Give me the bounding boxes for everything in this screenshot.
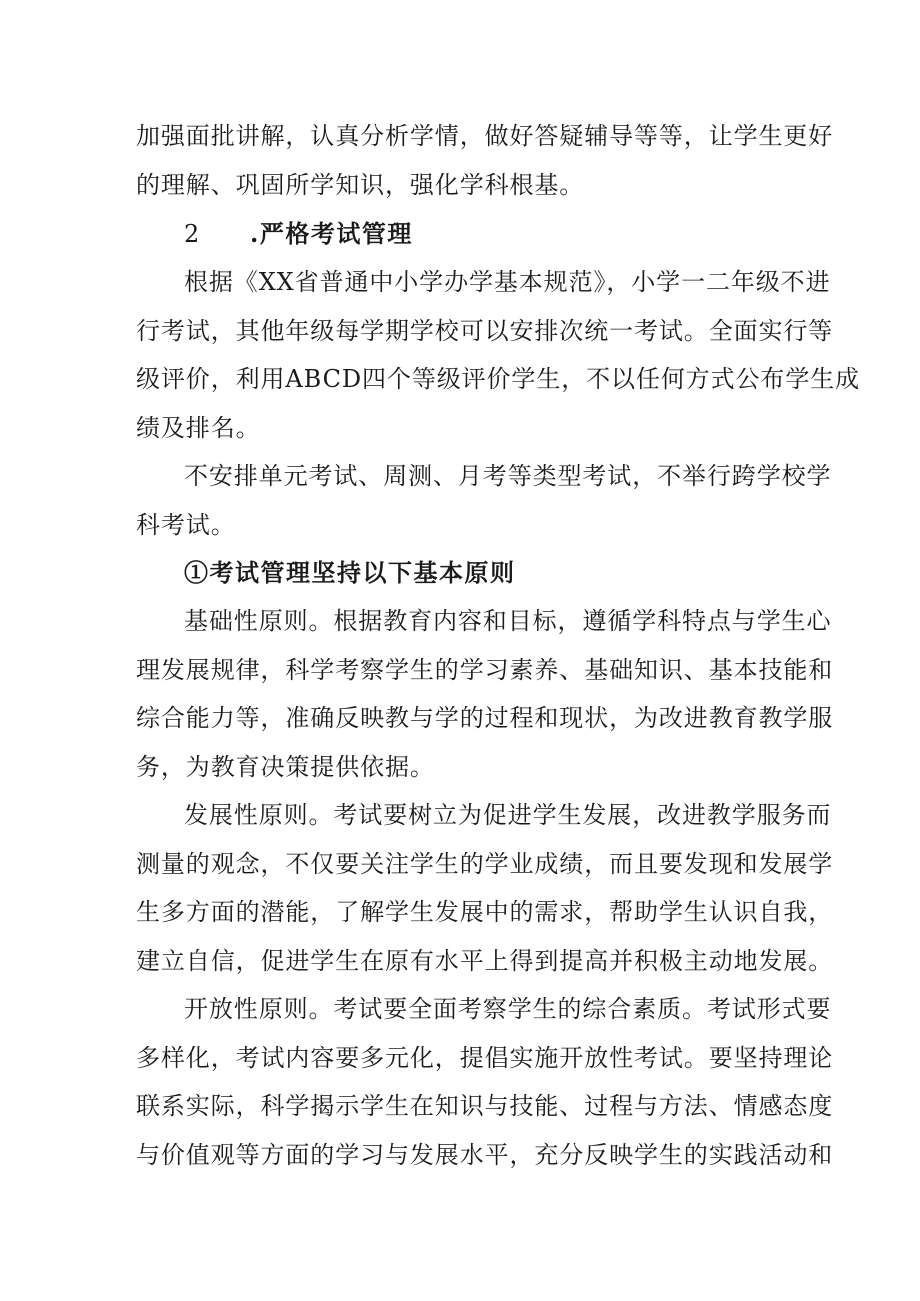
subsection-heading: ①考试管理坚持以下基本原则 <box>184 558 516 587</box>
paragraph-line: 加强面批讲解，认真分析学情，做好答疑辅导等等，让学生更好 <box>136 122 834 150</box>
paragraph-line: 测量的观念，不仅要关注学生的学业成绩，而且要发现和发展学 <box>136 850 834 878</box>
section-title: .严格考试管理 <box>250 219 413 248</box>
paragraph-line: 务，为教育决策提供依据。 <box>136 753 435 781</box>
paragraph-line: 绩及排名。 <box>136 414 261 442</box>
paragraph-line: 根据《XX省普通中小学办学基本规范》，小学一二年级不进 <box>184 268 831 296</box>
paragraph-line: 建立自信，促进学生在原有水平上得到提高并积极主动地发展。 <box>136 947 834 975</box>
paragraph-line: 的理解、巩固所学知识，强化学科根基。 <box>136 171 585 199</box>
paragraph-line: 发展性原则。考试要树立为促进学生发展，改进教学服务而 <box>184 801 832 829</box>
paragraph-line: 科考试。 <box>136 511 236 539</box>
section-number: 2 <box>184 220 201 248</box>
paragraph-line: 开放性原则。考试要全面考察学生的综合素质。考试形式要 <box>184 995 832 1023</box>
paragraph-line: 理发展规律，科学考察学生的学习素养、基础知识、基本技能和 <box>136 656 834 684</box>
paragraph-line: 与价值观等方面的学习与发展水平，充分反映学生的实践活动和 <box>136 1141 834 1169</box>
section-heading <box>184 219 413 249</box>
paragraph-line: 综合能力等，准确反映教与学的过程和现状，为改进教育教学服 <box>136 704 834 732</box>
paragraph-line: 基础性原则。根据教育内容和目标，遵循学科特点与学生心 <box>184 607 832 635</box>
paragraph-line: 行考试，其他年级每学期学校可以安排次统一考试。全面实行等 <box>136 317 834 345</box>
paragraph-line: 不安排单元考试、周测、月考等类型考试，不举行跨学校学 <box>184 462 832 490</box>
paragraph-line: 多样化，考试内容要多元化，提倡实施开放性考试。要坚持理论 <box>136 1044 834 1072</box>
paragraph-line: 联系实际，科学揭示学生在知识与技能、过程与方法、情感态度 <box>136 1092 834 1120</box>
paragraph-line: 级评价，利用ABCD四个等级评价学生，不以任何方式公布学生成 <box>136 365 861 393</box>
paragraph-line: 生多方面的潜能，了解学生发展中的需求，帮助学生认识自我， <box>136 898 834 926</box>
